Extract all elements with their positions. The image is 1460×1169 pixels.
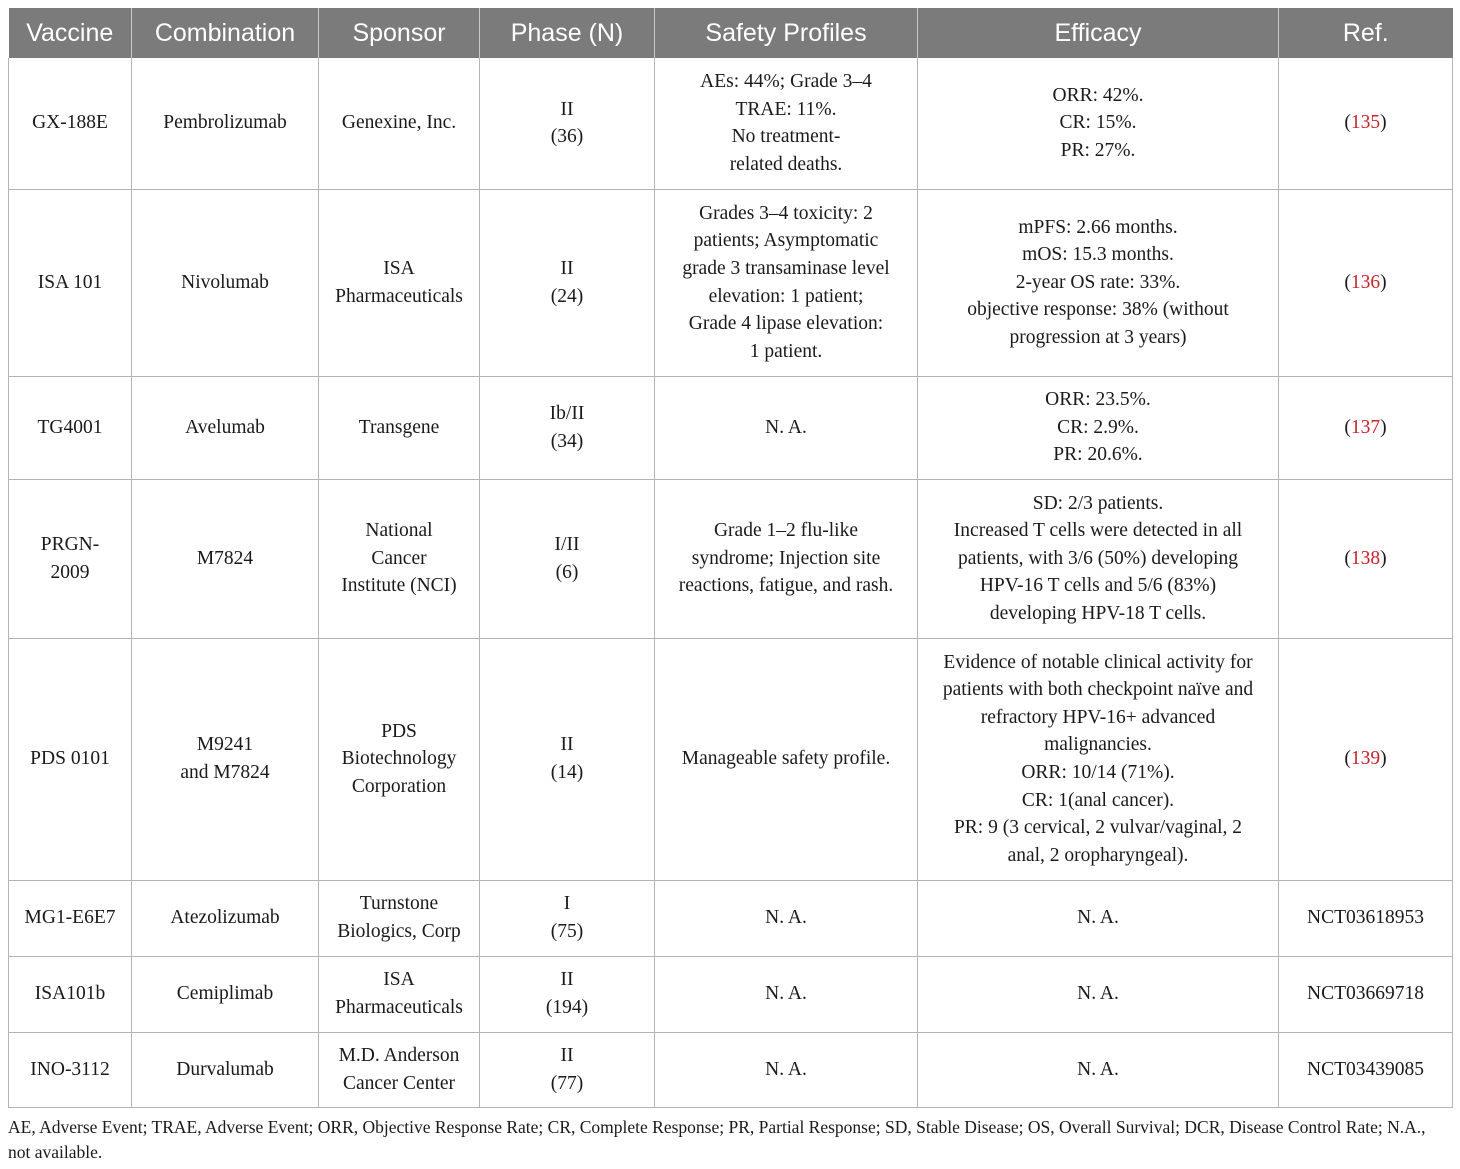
cell-efficacy <box>918 479 1279 638</box>
cell-line: No treatment- <box>731 126 841 148</box>
cell-line: Ib/II <box>549 402 585 424</box>
reference-link[interactable]: 136 <box>1350 271 1381 293</box>
cell-efficacy <box>918 376 1279 479</box>
cell-line: PR: 9 (3 cervical, 2 vulvar/vaginal, 2 <box>953 817 1243 839</box>
cell-phase <box>480 479 655 638</box>
cell-line: ORR: 42%. <box>1052 84 1144 106</box>
header-vaccine: Vaccine <box>9 8 132 58</box>
cell-line: patients with both checkpoint naïve and <box>942 679 1254 701</box>
cell-safety <box>655 376 918 479</box>
reference-link[interactable]: 139 <box>1350 748 1381 770</box>
cell-ref <box>1279 956 1453 1032</box>
cell-phase <box>480 880 655 956</box>
cell-line: progression at 3 years) <box>1009 326 1187 348</box>
cell-efficacy <box>918 58 1279 189</box>
cell-line: related deaths. <box>729 153 843 175</box>
cell-line: ISA <box>383 969 415 991</box>
cell-ref <box>1279 376 1453 479</box>
cell-safety <box>655 189 918 376</box>
ref-paren: ) <box>1380 271 1387 293</box>
cell-efficacy <box>918 189 1279 376</box>
cell-line: Evidence of notable clinical activity for <box>943 651 1253 673</box>
cell-line: N. A. <box>765 416 807 438</box>
table-footnote <box>8 1115 1452 1165</box>
cell-ref <box>1279 880 1453 956</box>
cell-combination <box>132 58 319 189</box>
cell-line: Turnstone <box>359 893 439 915</box>
cell-line: reactions, fatigue, and rash. <box>678 575 894 597</box>
cell-line: M.D. Anderson <box>338 1044 460 1066</box>
cell-line: II <box>560 257 574 279</box>
cell-ref <box>1279 479 1453 638</box>
cell-line: Manageable safety profile. <box>681 748 891 770</box>
cell-line: Grades 3–4 toxicity: 2 <box>699 202 873 224</box>
cell-line: PR: 27%. <box>1060 140 1136 162</box>
cell-combination <box>132 376 319 479</box>
cell-line: CR: 1(anal cancer). <box>1021 789 1175 811</box>
table-row <box>9 880 1453 956</box>
cell-vaccine <box>9 1032 132 1107</box>
cell-line: Cemiplimab <box>176 983 274 1005</box>
cell-safety <box>655 956 918 1032</box>
cell-line: Grade 1–2 flu-like <box>713 520 859 542</box>
table-row <box>9 189 1453 376</box>
cell-line: HPV-16 T cells and 5/6 (83%) <box>979 575 1217 597</box>
cell-line: Pharmaceuticals <box>335 285 463 307</box>
cell-line: Cancer Center <box>342 1072 456 1094</box>
header-sponsor: Sponsor <box>319 8 480 58</box>
trial-id: NCT03669718 <box>1307 983 1424 1005</box>
cell-sponsor <box>319 189 480 376</box>
cell-line: elevation: 1 patient; <box>708 285 864 307</box>
cell-line: N. A. <box>1077 907 1119 929</box>
cell-line: INO-3112 <box>30 1058 110 1080</box>
table-header-row <box>9 8 1453 58</box>
cell-line: patients, with 3/6 (50%) developing <box>958 547 1238 569</box>
cell-efficacy <box>918 638 1279 880</box>
cell-line: National <box>365 520 433 542</box>
cell-line: ISA101b <box>34 983 106 1005</box>
cell-line: Atezolizumab <box>170 907 280 929</box>
cell-safety <box>655 479 918 638</box>
cell-line: MG1-E6E7 <box>24 907 116 929</box>
ref-paren: ) <box>1380 112 1387 134</box>
header-efficacy: Efficacy <box>918 8 1279 58</box>
reference-link[interactable]: 135 <box>1350 112 1381 134</box>
cell-line: Corporation <box>351 775 447 797</box>
cell-line: ORR: 23.5%. <box>1045 389 1151 411</box>
cell-line: Biologics, Corp <box>337 921 461 942</box>
cell-line: and M7824 <box>180 762 270 783</box>
cell-line: 2-year OS rate: 33%. <box>1015 271 1181 293</box>
cell-sponsor <box>319 956 480 1032</box>
cell-line: N. A. <box>765 1058 807 1080</box>
cell-line: (194) <box>545 997 589 1018</box>
cell-ref <box>1279 189 1453 376</box>
cell-line: mOS: 15.3 months. <box>1022 244 1174 266</box>
ref-paren: ) <box>1380 547 1387 569</box>
cell-line: PRGN- <box>40 533 100 555</box>
table-row <box>9 638 1453 880</box>
cell-vaccine <box>9 376 132 479</box>
cell-vaccine <box>9 880 132 956</box>
cell-phase <box>480 638 655 880</box>
cell-line: PR: 20.6%. <box>1053 444 1143 466</box>
trial-id: NCT03439085 <box>1307 1058 1424 1080</box>
cell-sponsor <box>319 1032 480 1107</box>
cell-line: anal, 2 oropharyngeal). <box>1007 844 1189 866</box>
table-row <box>9 956 1453 1032</box>
cell-vaccine <box>9 479 132 638</box>
cell-line: refractory HPV-16+ advanced <box>980 706 1216 728</box>
cell-line: I <box>563 893 571 915</box>
cell-combination <box>132 880 319 956</box>
cell-line: (6) <box>555 561 579 583</box>
cell-phase <box>480 189 655 376</box>
cell-line: II <box>560 734 574 756</box>
cell-line: Avelumab <box>185 416 265 438</box>
cell-line: syndrome; Injection site <box>691 547 881 569</box>
cell-ref <box>1279 638 1453 880</box>
ref-paren: ( <box>1344 547 1351 569</box>
cell-line: Increased T cells were detected in all <box>953 520 1243 542</box>
cell-line: (75) <box>550 921 584 942</box>
ref-paren: ( <box>1344 748 1351 770</box>
table-row <box>9 58 1453 189</box>
cell-line: GX-188E <box>32 112 108 134</box>
cell-line: Transgene <box>358 416 440 438</box>
cell-line: ISA 101 <box>37 271 103 293</box>
reference-link[interactable]: 138 <box>1350 547 1381 569</box>
cell-line: CR: 2.9%. <box>1057 416 1139 438</box>
cell-phase <box>480 1032 655 1107</box>
cell-line: SD: 2/3 patients. <box>1032 492 1164 514</box>
cell-sponsor <box>319 880 480 956</box>
cell-line: Durvalumab <box>176 1058 274 1080</box>
cell-line: N. A. <box>765 907 807 929</box>
cell-line: II <box>560 1044 574 1066</box>
cell-vaccine <box>9 58 132 189</box>
cell-ref <box>1279 1032 1453 1107</box>
footnote-line: AE, Adverse Event; TRAE, Adverse Event; ORR, Objective Response Rate; CR, Complete Response; PR, Partial Response; SD, Stable Disease; OS, Overall Survival; DCR, Disease Control Rate; <box>8 1117 1383 1137</box>
header-phase: Phase (N) <box>480 8 655 58</box>
cell-efficacy <box>918 880 1279 956</box>
cell-line: Biotechnology <box>341 748 457 770</box>
ref-paren: ) <box>1380 416 1387 438</box>
cell-line: AEs: 44%; Grade 3–4 <box>700 71 872 93</box>
cell-sponsor <box>319 376 480 479</box>
cell-line: (77) <box>550 1072 584 1094</box>
reference-link[interactable]: 137 <box>1350 416 1381 438</box>
cell-line: (34) <box>550 430 584 452</box>
cell-line: TRAE: 11%. <box>735 98 837 120</box>
cell-line: malignancies. <box>1044 734 1152 756</box>
cell-line: PDS 0101 <box>30 748 110 770</box>
cell-combination <box>132 638 319 880</box>
cell-line: TG4001 <box>37 416 103 438</box>
cell-line: objective response: 38% (without <box>967 299 1229 321</box>
cell-efficacy <box>918 956 1279 1032</box>
cell-line: N. A. <box>1077 1058 1119 1080</box>
cell-safety <box>655 1032 918 1107</box>
ref-paren: ( <box>1344 112 1351 134</box>
cell-line: II <box>560 98 574 120</box>
trial-id: NCT03618953 <box>1307 907 1424 929</box>
cell-line: ISA <box>383 257 415 279</box>
cell-phase <box>480 956 655 1032</box>
ref-paren: ( <box>1344 416 1351 438</box>
cell-line: ORR: 10/14 (71%). <box>1021 762 1175 783</box>
cell-line: M7824 <box>196 547 254 569</box>
cell-safety <box>655 638 918 880</box>
cell-combination <box>132 956 319 1032</box>
cell-line: N. A. <box>1077 983 1119 1005</box>
cell-line: N. A. <box>765 983 807 1005</box>
cell-line: Pembrolizumab <box>163 112 287 134</box>
cell-safety <box>655 880 918 956</box>
cell-line: mPFS: 2.66 months. <box>1018 216 1178 238</box>
vaccine-combination-table <box>8 8 1453 1108</box>
cell-line: grade 3 transaminase level <box>682 257 890 279</box>
cell-line: II <box>560 969 574 991</box>
cell-line: 2009 <box>50 561 90 583</box>
cell-vaccine <box>9 189 132 376</box>
cell-sponsor <box>319 58 480 189</box>
cell-line: developing HPV-18 T cells. <box>989 602 1207 624</box>
cell-line: M9241 <box>196 734 254 756</box>
cell-safety <box>655 58 918 189</box>
cell-combination <box>132 189 319 376</box>
cell-ref <box>1279 58 1453 189</box>
cell-phase <box>480 58 655 189</box>
footnote-line: N.A., not available. <box>8 1117 1426 1162</box>
cell-sponsor <box>319 638 480 880</box>
cell-line: Grade 4 lipase elevation: <box>688 313 884 335</box>
cell-line: Nivolumab <box>181 271 269 293</box>
cell-line: (24) <box>550 285 584 307</box>
cell-line: Institute (NCI) <box>341 575 457 597</box>
cell-line: patients; Asymptomatic <box>693 230 879 252</box>
table-row <box>9 1032 1453 1107</box>
table-row <box>9 479 1453 638</box>
cell-line: (14) <box>550 762 584 783</box>
cell-line: I/II <box>554 533 580 555</box>
ref-paren: ) <box>1380 748 1387 770</box>
table-row <box>9 376 1453 479</box>
ref-paren: ( <box>1344 271 1351 293</box>
cell-vaccine <box>9 638 132 880</box>
cell-line: Cancer <box>371 547 427 569</box>
header-safety-profiles: Safety Profiles <box>655 8 918 58</box>
cell-phase <box>480 376 655 479</box>
cell-line: PDS <box>381 720 417 742</box>
cell-vaccine <box>9 956 132 1032</box>
cell-efficacy <box>918 1032 1279 1107</box>
cell-combination <box>132 479 319 638</box>
header-ref: Ref. <box>1279 8 1453 58</box>
cell-line: (36) <box>550 126 584 148</box>
cell-line: Genexine, Inc. <box>341 112 457 134</box>
cell-line: 1 patient. <box>749 340 823 362</box>
cell-sponsor <box>319 479 480 638</box>
header-combination: Combination <box>132 8 319 58</box>
cell-line: CR: 15%. <box>1059 112 1137 134</box>
cell-line: Pharmaceuticals <box>335 997 463 1018</box>
cell-combination <box>132 1032 319 1107</box>
